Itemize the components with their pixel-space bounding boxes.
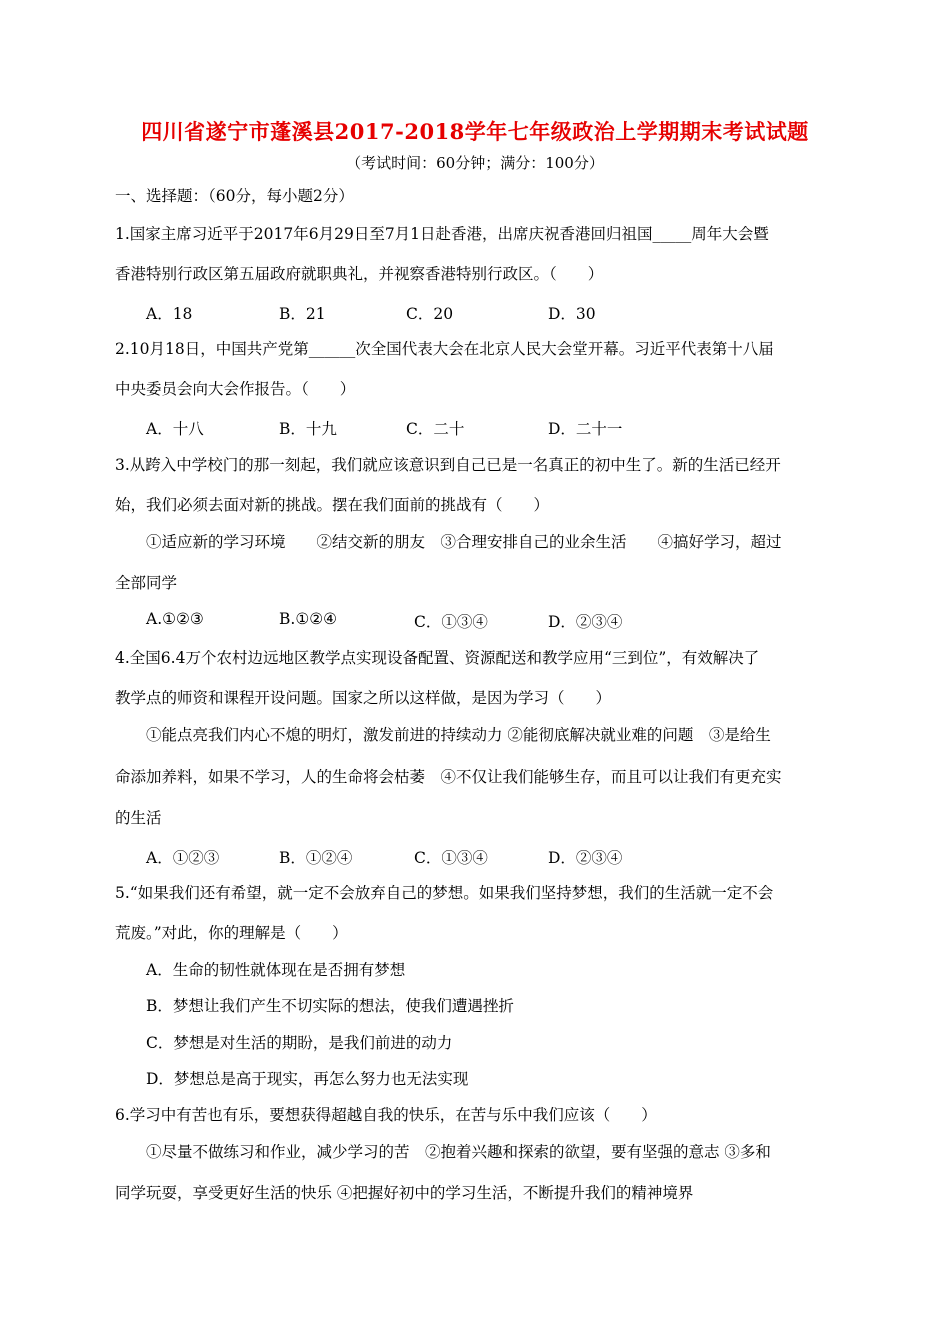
q3-option-a[interactable]: A.①②③ (146, 610, 204, 628)
q3-option-b[interactable]: B.①②④ (279, 610, 338, 628)
exam-subtitle: （考试时间：60分钟；满分：100分） (346, 154, 604, 172)
q2-option-c[interactable]: C．二十 (406, 420, 465, 438)
q5-stem-line-2: 荒废。”对此，你的理解是（ ） (115, 924, 348, 942)
q5-option-b[interactable]: B．梦想让我们产生不切实际的想法，使我们遭遇挫折 (146, 997, 514, 1015)
q4-option-c[interactable]: C．①③④ (414, 849, 488, 867)
q4-option-d[interactable]: D．②③④ (548, 849, 623, 867)
q1-stem-line-1: 1.国家主席习近平于2017年6月29日至7月1日赴香港，出席庆祝香港回归祖国_____周年大会暨 (115, 225, 769, 243)
q2-option-d[interactable]: D．二十一 (548, 420, 623, 438)
q4-option-b[interactable]: B．①②④ (279, 849, 353, 867)
q3-item-line-1: ①适应新的学习环境 ②结交新的朋友 ③合理安排自己的业余生活 ④搞好学习，超过 (146, 533, 782, 551)
q3-stem-line-1: 3.从跨入中学校门的那一刻起，我们就应该意识到自己已是一名真正的初中生了。新的生活已经开 (115, 456, 781, 474)
q4-option-a[interactable]: A．①②③ (146, 849, 220, 867)
section-heading: 一、选择题：（60分，每小题2分） (115, 187, 354, 205)
q4-item-line-3: 的生活 (115, 809, 162, 827)
q2-stem-line-2: 中央委员会向大会作报告。（ ） (115, 380, 356, 398)
q1-option-a[interactable]: A．18 (146, 305, 193, 323)
q6-stem-line-1: 6.学习中有苦也有乐，要想获得超越自我的快乐，在苦与乐中我们应该（ ） (115, 1106, 657, 1124)
q3-stem-line-2: 始，我们必须去面对新的挑战。摆在我们面前的挑战有（ ） (115, 496, 550, 514)
q3-option-c[interactable]: C．①③④ (414, 613, 488, 631)
q4-stem-line-2: 教学点的师资和课程开设问题。国家之所以这样做，是因为学习（ ） (115, 689, 612, 707)
q1-option-b[interactable]: B．21 (279, 305, 326, 323)
q3-option-d[interactable]: D．②③④ (548, 613, 623, 631)
q6-item-line-1: ①尽量不做练习和作业，减少学习的苦 ②抱着兴趣和探索的欲望，要有坚强的意志 ③多和 (146, 1143, 771, 1161)
q6-item-line-2: 同学玩耍，享受更好生活的快乐 ④把握好初中的学习生活，不断提升我们的精神境界 (115, 1184, 694, 1202)
q1-option-d[interactable]: D．30 (548, 305, 596, 323)
q5-option-d[interactable]: D．梦想总是高于现实，再怎么努力也无法实现 (146, 1070, 469, 1088)
q2-stem-line-1: 2.10月18日，中国共产党第______次全国代表大会在北京人民大会堂开幕。习近平代表第十八届 (115, 340, 774, 358)
exam-title: 四川省遂宁市蓬溪县2017-2018学年七年级政治上学期期末考试试题 (141, 119, 809, 144)
q1-stem-line-2: 香港特别行政区第五届政府就职典礼，并视察香港特别行政区。（ ） (115, 265, 604, 283)
q2-option-a[interactable]: A．十八 (146, 420, 204, 438)
q5-option-c[interactable]: C．梦想是对生活的期盼，是我们前进的动力 (146, 1034, 453, 1052)
q5-stem-line-1: 5.“如果我们还有希望，就一定不会放弃自己的梦想。如果我们坚持梦想，我们的生活就一定不会 (115, 884, 774, 902)
q1-option-c[interactable]: C．20 (406, 305, 454, 323)
q3-item-line-2: 全部同学 (115, 574, 178, 592)
q4-item-line-2: 命添加养料，如果不学习，人的生命将会枯萎 ④不仅让我们能够生存，而且可以让我们有更充实 (115, 768, 782, 786)
q5-option-a[interactable]: A．生命的韧性就体现在是否拥有梦想 (146, 961, 406, 979)
q4-item-line-1: ①能点亮我们内心不熄的明灯，激发前进的持续动力 ②能彻底解决就业难的问题 ③是给生 (146, 726, 771, 744)
q2-option-b[interactable]: B．十九 (279, 420, 337, 438)
q4-stem-line-1: 4.全国6.4万个农村边远地区教学点实现设备配置、资源配送和教学应用“三到位”，有效解决了 (115, 649, 760, 667)
